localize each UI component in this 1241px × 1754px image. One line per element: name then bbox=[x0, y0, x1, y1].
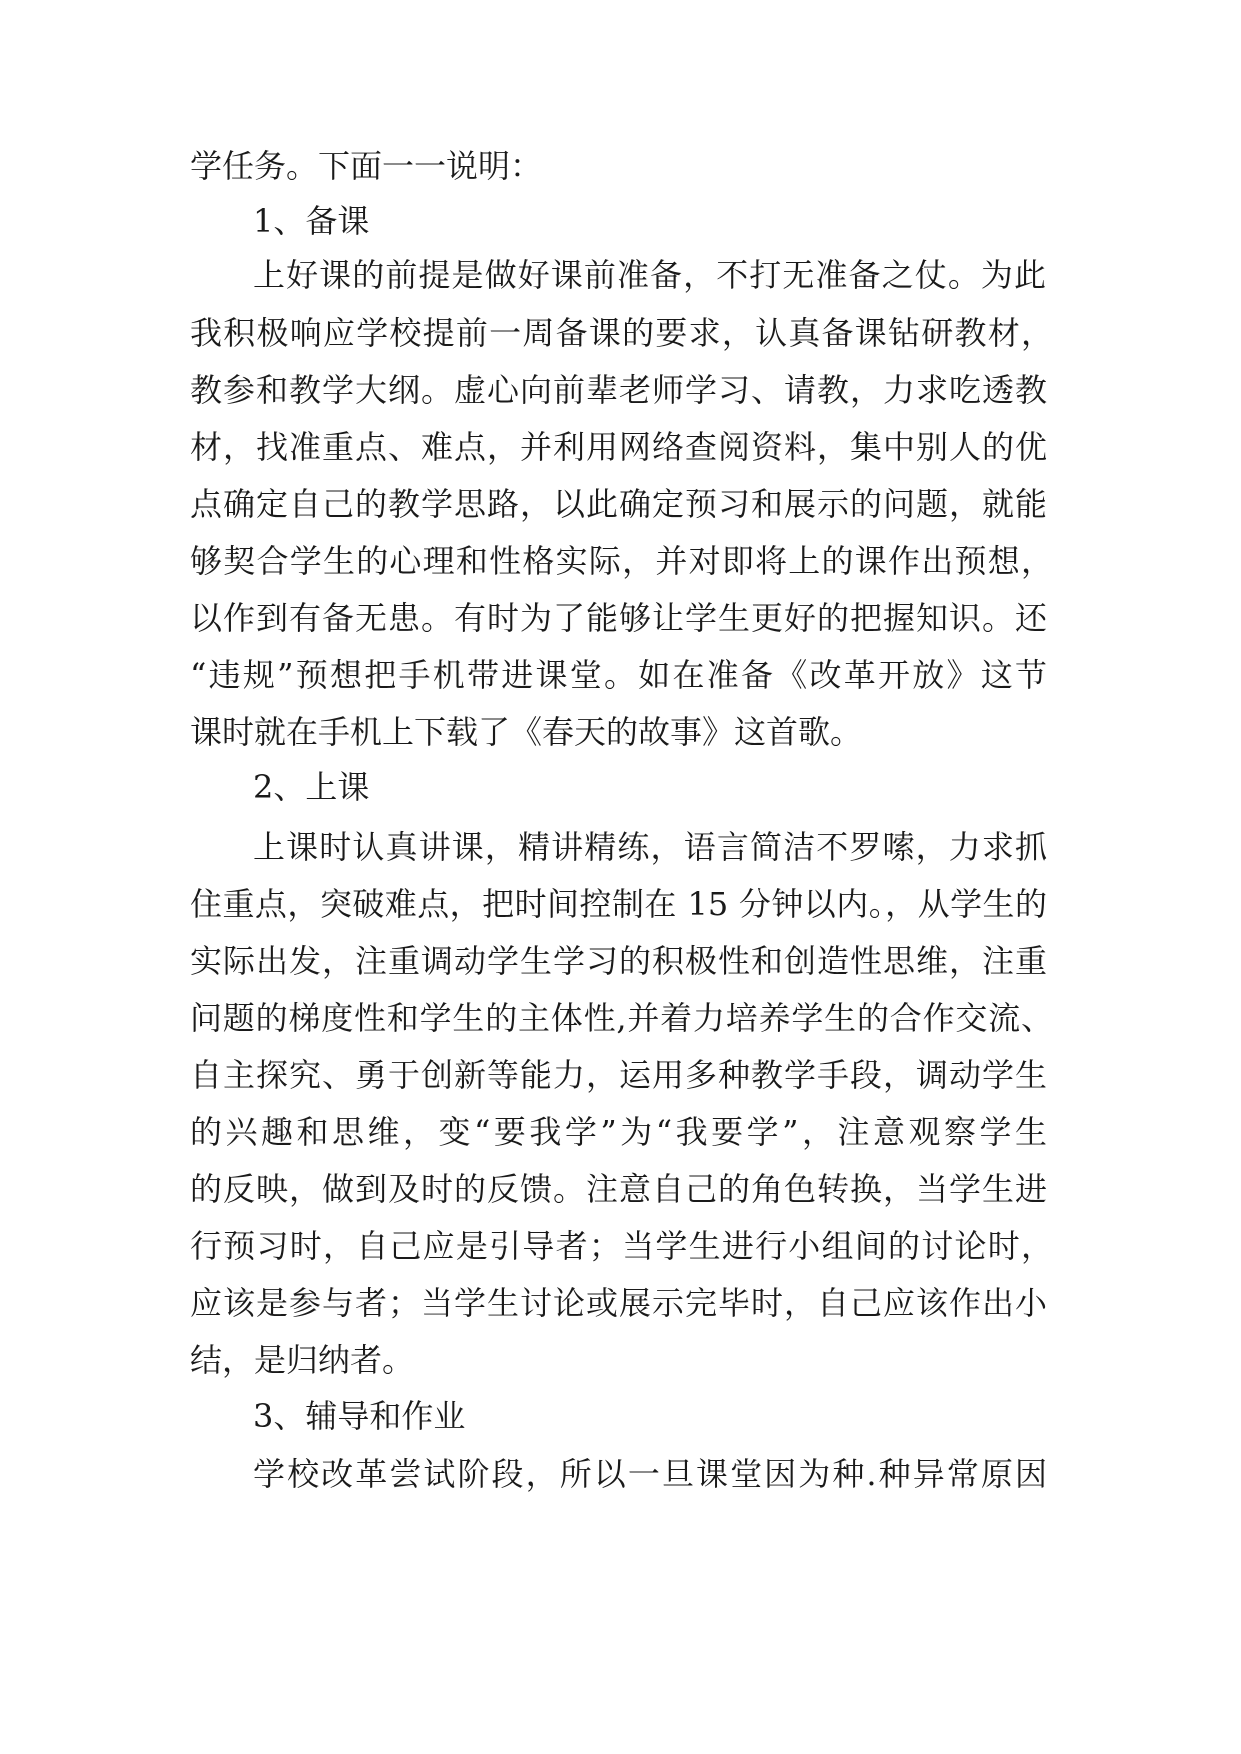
paragraph-line: 自主探究、勇于创新等能力，运用多种教学手段，调动学生 bbox=[190, 1056, 1047, 1094]
paragraph-line: 应该是参与者；当学生讨论或展示完毕时，自己应该作出小 bbox=[190, 1284, 1047, 1322]
paragraph-line: 问题的梯度性和学生的主体性,并着力培养学生的合作交流、 bbox=[190, 999, 1053, 1037]
paragraph-line: 的反映，做到及时的反馈。注意自己的角色转换，当学生进 bbox=[190, 1170, 1047, 1208]
paragraph-line: 我积极响应学校提前一周备课的要求，认真备课钻研教材， bbox=[190, 314, 1053, 352]
paragraph-line: 教参和教学大纲。虚心向前辈老师学习、请教，力求吃透教 bbox=[190, 371, 1047, 409]
paragraph-line: 以作到有备无患。有时为了能够让学生更好的把握知识。还 bbox=[190, 599, 1047, 637]
paragraph-line: 住重点，突破难点，把时间控制在 15 分钟以内。，从学生的 bbox=[190, 885, 1047, 923]
paragraph-line: “违规”预想把手机带进课堂。如在准备《改革开放》这节 bbox=[190, 656, 1047, 694]
paragraph-line: 结，是归纳者。 bbox=[190, 1341, 415, 1379]
section-heading-teaching: 2、上课 bbox=[253, 768, 370, 806]
section-heading-tutoring-homework: 3、辅导和作业 bbox=[253, 1397, 466, 1435]
paragraph-line: 材，找准重点、难点，并利用网络查阅资料，集中别人的优 bbox=[190, 428, 1047, 466]
section-heading-lesson-prep: 1、备课 bbox=[253, 202, 370, 240]
paragraph-line: 够契合学生的心理和性格实际，并对即将上的课作出预想， bbox=[190, 542, 1053, 580]
paragraph-line: 上好课的前提是做好课前准备，不打无准备之仗。为此 bbox=[253, 256, 1046, 294]
text-line-continuation: 学任务。下面一一说明： bbox=[190, 147, 543, 185]
paragraph-line: 学校改革尝试阶段，所以一旦课堂因为种.种异常原因 bbox=[253, 1455, 1047, 1493]
paragraph-line: 实际出发，注重调动学生学习的积极性和创造性思维，注重 bbox=[190, 942, 1047, 980]
paragraph-line: 课时就在手机上下载了《春天的故事》这首歌。 bbox=[190, 713, 863, 751]
paragraph-line: 行预习时，自己应是引导者；当学生进行小组间的讨论时， bbox=[190, 1227, 1053, 1265]
paragraph-line: 点确定自己的教学思路，以此确定预习和展示的问题，就能 bbox=[190, 485, 1047, 523]
paragraph-line: 的兴趣和思维，变“要我学”为“我要学”，注意观察学生 bbox=[190, 1113, 1047, 1151]
paragraph-line: 上课时认真讲课，精讲精练，语言简洁不罗嗦，力求抓 bbox=[253, 828, 1047, 866]
